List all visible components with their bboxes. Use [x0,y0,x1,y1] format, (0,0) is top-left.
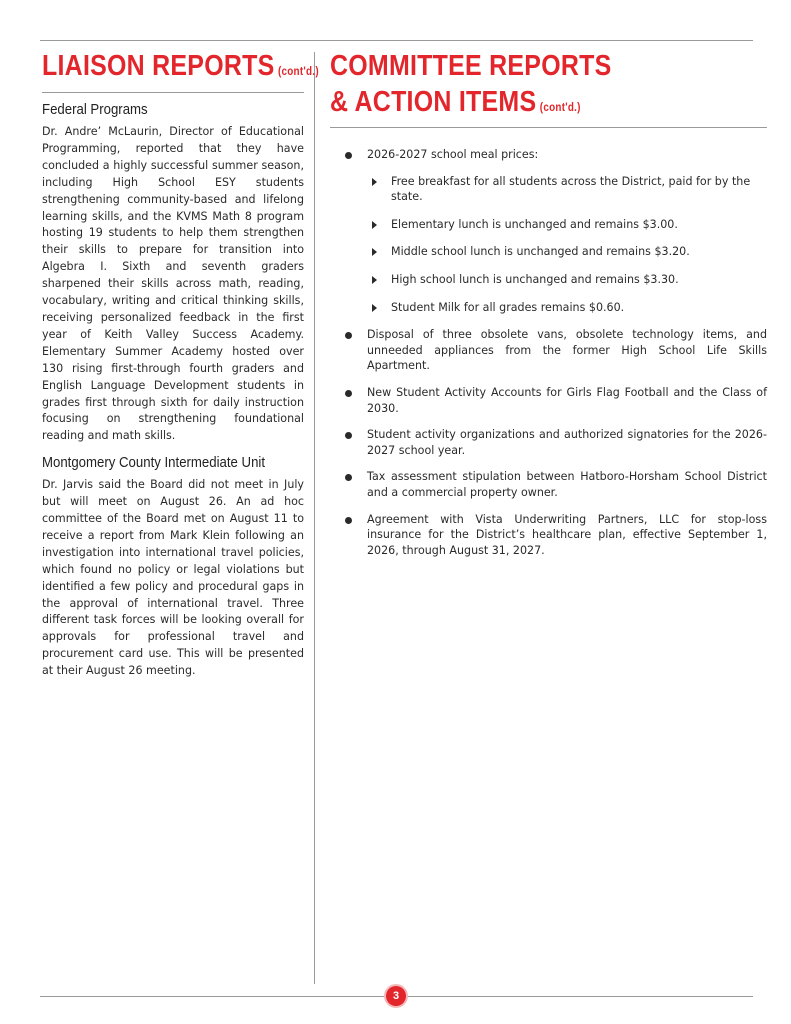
bullet-dot [345,332,352,339]
action-items-list [330,147,767,558]
list-item-text: Student activity organizations and authorized signatories for the 2026-2027 school year. [367,428,767,457]
bullet-dot [345,432,352,439]
list-item [330,469,767,500]
liaison-title-rule [42,92,304,93]
triangle-bullet-icon [372,304,377,312]
list-item [330,512,767,559]
meal-prices-sublist [367,174,767,316]
committee-reports-column [330,50,767,569]
bullet-dot [345,474,352,481]
list-item-text: Disposal of three obsolete vans, obsolete technology items, and unneeded appliances from the former High School Life Skills Apartment. [367,328,767,373]
sub-item-text: Free breakfast for all students across the District, paid for by the state. [391,174,751,204]
committee-title-line1: COMMITTEE REPORTS [330,50,612,82]
sub-list-item [367,272,767,288]
sub-item-text: Student Milk for all grades remains $0.60. [391,300,625,314]
top-rule [40,40,753,41]
list-item [330,327,767,374]
column-divider [314,52,315,984]
list-item [330,385,767,416]
liaison-title-suffix: (cont'd.) [277,66,319,78]
liaison-reports-title [42,50,319,88]
sub-list-item [367,217,767,233]
committee-title-suffix: (cont'd.) [539,102,581,114]
liaison-reports-column [42,50,319,680]
list-item [330,427,767,458]
sub-list-item [367,244,767,260]
section-heading-mciu: Montgomery County Intermediate Unit [42,454,266,472]
triangle-bullet-icon [372,276,377,284]
sub-item-text: Elementary lunch is unchanged and remains $3.00. [391,217,678,231]
list-item-text: Agreement with Vista Underwriting Partners, LLC for stop-loss insurance for the District’s healthcare plan, effective September 1, 2026, through August 31, 2027. [367,512,767,557]
bullet-dot [345,152,352,159]
triangle-bullet-icon [372,221,377,229]
mciu-paragraph: Dr. Jarvis said the Board did not meet in July but will meet on August 26. An ad hoc committee of the Board met on August 11 to receive a report from Mark Klein following an investigation into international travel policies, which found no policy or legal violations but identified a few policy and procedural gaps in the approval of international travel. Three different task forces will be looking overall for approvals for professional travel and procurement card use. This will be presented at their August 26 meeting. [42,478,304,678]
list-item-text: Tax assessment stipulation between Hatboro-Horsham School District and a commercial property owner. [367,470,767,499]
meal-prices-label: 2026-2027 school meal prices: [367,148,539,161]
sub-item-text: High school lunch is unchanged and remains $3.30. [391,272,679,286]
section-heading-federal-programs: Federal Programs [42,101,148,118]
triangle-bullet-icon [372,178,377,186]
triangle-bullet-icon [372,248,377,256]
page-number-badge: 3 [386,986,406,1006]
committee-title-line2-wrap [330,86,706,124]
sub-list-item [367,174,767,205]
sub-item-text: Middle school lunch is unchanged and remains $3.20. [391,245,690,259]
sub-list-item [367,300,767,316]
list-item-text: New Student Activity Accounts for Girls Flag Football and the Class of 2030. [367,385,767,415]
committee-title-rule [330,127,767,128]
bullet-dot [345,390,352,397]
list-item-meal-prices [330,147,767,315]
committee-title-line2: & ACTION ITEMS [330,86,537,118]
bullet-dot [345,517,352,524]
federal-programs-paragraph: Dr. Andre’ McLaurin, Director of Educational Programming, reported that they have concluded a highly successful summer season, including High School ESY students strengthening community-based and lifelong learning skills, and the KVMS Math 8 program hosting 19 students to help them strengthen their skills to prepare for transition into Algebra I. Sixth and seventh graders sharpened their skills across math, reading, vocabulary, writing and critical thinking skills, receiving personalized feedback in the first year of Keith Valley Success Academy. Elementary Summer Academy hosted over 130 rising first-through fourth graders and English Language Development students in grades first through sixth for daily instruction focusing on strengthening foundational reading and math skills. [42,125,304,443]
liaison-title-text: LIAISON REPORTS [42,50,275,82]
